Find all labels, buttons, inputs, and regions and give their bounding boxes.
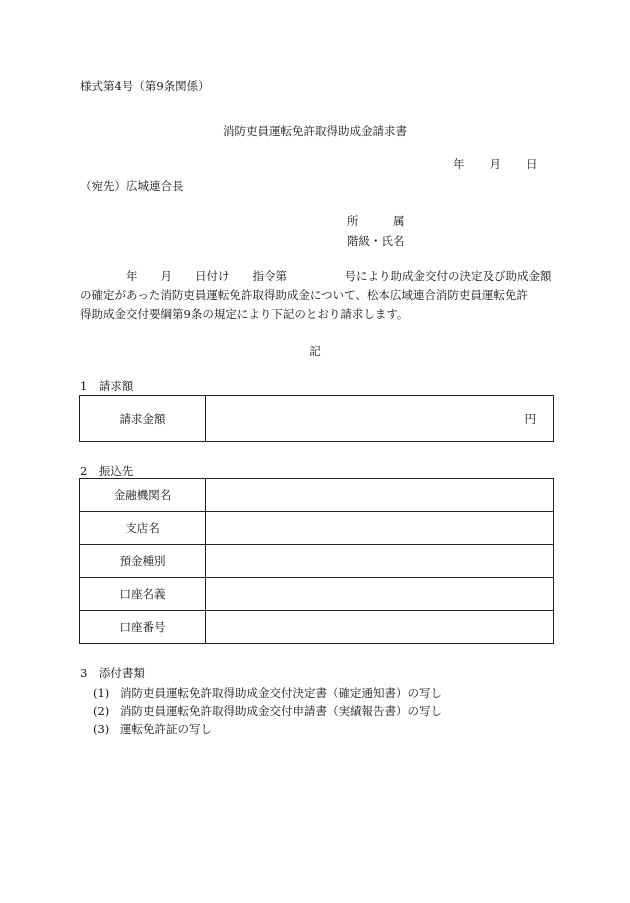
table-row: [80, 479, 554, 512]
yen-unit: 円: [524, 411, 536, 426]
table-row: [80, 545, 554, 578]
bank-transfer-table: [79, 478, 554, 644]
date-year: 年: [453, 157, 465, 171]
form-number: 様式第4号（第9条関係）: [80, 79, 210, 93]
account-number-label: 口座番号: [80, 611, 206, 644]
account-number-field[interactable]: [206, 611, 554, 644]
account-type-label: 預金種別: [80, 545, 206, 578]
attachment-item: [93, 685, 442, 701]
addressee: （宛先）広城連合長: [80, 179, 184, 193]
branch-name-field[interactable]: [206, 512, 554, 545]
amount-table: [79, 395, 554, 442]
date-month: 月: [489, 157, 501, 171]
bank-name-label: 金融機関名: [80, 479, 206, 512]
attachment-item: [93, 703, 442, 719]
amount-field[interactable]: [206, 396, 554, 442]
bank-name-field[interactable]: [206, 479, 554, 512]
table-row: [80, 578, 554, 611]
attachment-number: (3): [93, 722, 110, 736]
account-holder-field[interactable]: [206, 578, 554, 611]
attachment-item: [93, 721, 212, 737]
attachment-number: (1): [93, 686, 110, 700]
date-day: 日: [526, 157, 538, 171]
body-text-line-1: 年 月 日付け 指令第 号により助成金交付の決定及び助成金額: [80, 269, 552, 283]
date-line: [453, 156, 538, 172]
body-text-line-3: 得助成金交付要綱第9条の規定により下記のとおり請求します。: [80, 307, 409, 321]
affiliation-label: 所 属: [347, 214, 405, 228]
amount-label: 請求金額: [80, 396, 206, 442]
table-row: [80, 396, 554, 442]
rank-name-label: 階級・氏名: [347, 234, 405, 248]
attachment-text: 運転免許証の写し: [120, 722, 212, 736]
attachment-text: 消防吏員運転免許取得助成金交付決定書（確定通知書）の写し: [120, 686, 442, 700]
account-type-field[interactable]: [206, 545, 554, 578]
document-title: 消防吏員運転免許取得助成金請求書: [223, 124, 407, 138]
table-row: [80, 611, 554, 644]
attachment-number: (2): [93, 704, 110, 718]
section-2-heading: 2 振込先: [80, 464, 134, 478]
section-1-heading: 1 請求額: [80, 379, 134, 393]
ki-heading: 記: [309, 344, 321, 358]
table-row: [80, 512, 554, 545]
body-text-line-2: の確定があった消防吏員運転免許取得助成金について、松本広域連合消防吏員運転免許: [80, 288, 528, 302]
attachment-text: 消防吏員運転免許取得助成金交付申請書（実績報告書）の写し: [120, 704, 442, 718]
section-3-heading: 3 添付書類: [80, 666, 145, 680]
account-holder-label: 口座名義: [80, 578, 206, 611]
branch-name-label: 支店名: [80, 512, 206, 545]
